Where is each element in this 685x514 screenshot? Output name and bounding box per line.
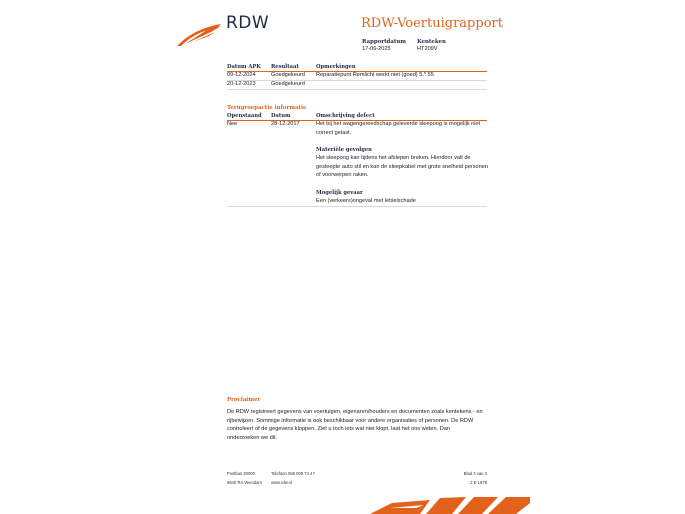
- possible-danger-text: Een (verkeers)ongeval met letselschade: [316, 198, 416, 204]
- rdw-logo-icon: [177, 22, 221, 46]
- report-date: 17-06-2025: [362, 46, 391, 52]
- recall-table-bottom: [227, 206, 487, 207]
- possible-danger-label: Mogelijk gevaar: [316, 190, 363, 196]
- material-consequences-text: Het sleepoog kan tijdens het afslepen breken. Hierdoor valt de gesleepte auto stil en kan de sleepkabel met grote snelheid personen of voorwerpen raken.: [316, 155, 488, 179]
- recall-col-open: Openstaand: [227, 113, 262, 119]
- plate-label: Kenteken: [417, 39, 446, 45]
- plate-number: HT209V: [417, 46, 438, 52]
- footer-website[interactable]: www.rdw.nl: [271, 480, 292, 485]
- recall-defect-text: Het bij het wagengereedschap geleverde sleepoog is mogelijk niet correct gelast.: [316, 121, 481, 136]
- disclaimer-text: De RDW registreert gegevens van voertuigen, eigenaren/houders en documenten zoals kentekens - en rijbewijzen. Sommige informatie is ook beschikbaar voor andere organisaties of personen. De RDW controleert of de gegevens kloppen. Ziet u toch iets wat niet klopt, laat het ons weten. Dan onderzoeken we dit.: [227, 409, 483, 441]
- apk-col-remarks: Opmerkingen: [316, 64, 356, 70]
- footer-doc-code: 2 E 1678: [470, 480, 487, 485]
- apk-row-result: Goedgekeurd: [271, 81, 305, 87]
- recall-open-value: Nee: [227, 121, 238, 127]
- disclaimer-title: Proclaimer: [227, 397, 261, 403]
- apk-row-result: Goedgekeurd: [271, 72, 305, 78]
- footer-city: 9640 RA Veendam: [227, 480, 262, 485]
- footer-postbus: Postbus 30000: [227, 471, 255, 476]
- report-title: RDW-Voertuigrapport: [361, 16, 503, 31]
- rdw-stripes-icon: [370, 497, 530, 514]
- apk-table-bottom: [227, 89, 487, 90]
- footer-phone: Telefoon 088 008 74 47: [271, 471, 315, 476]
- recall-date-value: 28-12-2017: [271, 121, 300, 127]
- brand-name: RDW: [226, 13, 270, 33]
- material-consequences-label: Materiële gevolgen: [316, 147, 372, 153]
- apk-row-date: 09-12-2024: [227, 72, 256, 78]
- report-date-label: Rapportdatum: [362, 39, 406, 45]
- apk-col-result: Resultaat: [271, 64, 299, 70]
- recall-col-date: Datum: [271, 113, 291, 119]
- apk-col-date: Datum APK: [227, 64, 261, 70]
- recall-section-title: Terugroepactie informatie: [227, 105, 307, 111]
- apk-row-remark: Reparatiepunt Remlicht werkt niet (goed) 5.*.55: [316, 72, 434, 78]
- recall-col-defect: Omschrijving defect: [316, 113, 375, 119]
- apk-row-date: 20-12-2023: [227, 81, 256, 87]
- footer-page-number: Blad 3 van 3: [463, 471, 487, 476]
- apk-row-divider: [227, 80, 487, 81]
